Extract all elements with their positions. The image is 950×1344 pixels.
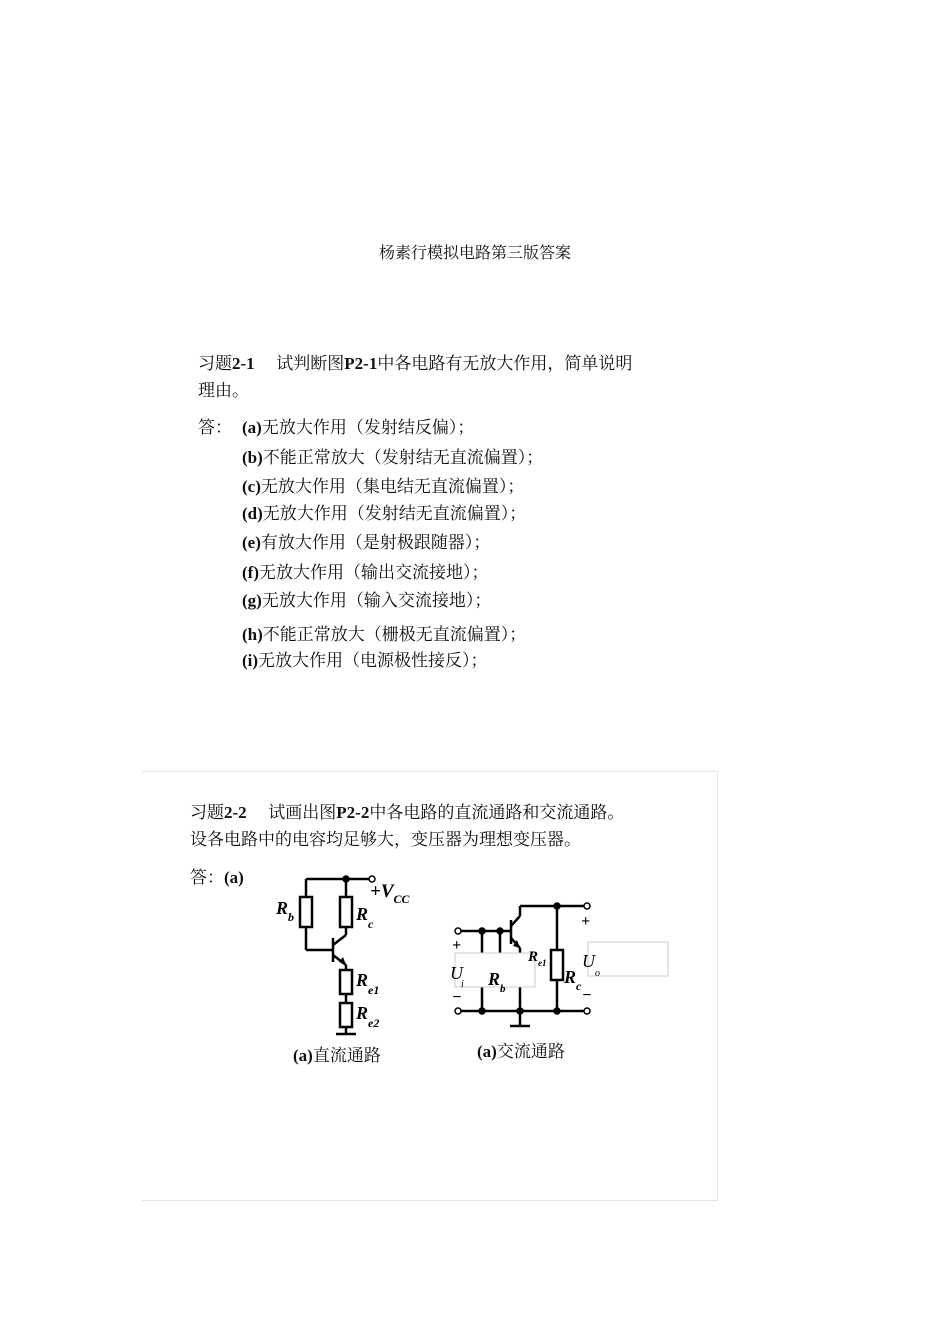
answer-2-2-prefix: 答：(a) (190, 868, 244, 888)
problem-text-post: 中各电路有无放大作用，简单说明 (377, 354, 633, 374)
answer-item-i: (i)无放大作用（电源极性接反）； (242, 651, 488, 671)
ui-label: U i (450, 963, 464, 990)
rb-label: $R_b$ (276, 898, 295, 924)
answer-item-g: (g)无放大作用（输入交流接地）； (242, 591, 492, 611)
uo-label: $U_o$ (582, 951, 600, 979)
vcc-label: $+V_{CC}$ (370, 881, 410, 906)
output-label-box (588, 942, 668, 976)
problem-label: 习题 (198, 354, 232, 374)
ac-circuit-caption: (a)交流通路 (477, 1042, 565, 1062)
problem-2-1-line2: 理由。 (198, 381, 249, 401)
rc-label: $R_c$ (356, 904, 374, 931)
ac-rb-label: $R_b$ (488, 969, 506, 995)
ac-plus-in: + (452, 937, 462, 954)
answer-prefix: 答： (198, 418, 232, 438)
problem-2-2-line1: 习题2-2 试画出图P2-2中各电路的直流通路和交流通路。 (190, 803, 625, 823)
problem-figure-ref: P2-1 (344, 354, 378, 373)
dc-circuit-caption: (a)直流通路 (293, 1046, 381, 1066)
ac-minus-in: − (452, 989, 462, 1006)
document-title: 杨素行模拟电路第三版答案 (378, 243, 571, 262)
re1-label: $R_{e1}$ (356, 970, 380, 997)
answer-item-c: (c)无放大作用（集电结无直流偏置）； (242, 477, 525, 497)
re2-label: $R_{e2}$ (356, 1003, 380, 1030)
answer-item-a: (a)无放大作用（发射结反偏）； (242, 418, 475, 438)
ac-rc-label: $R_c$ (564, 967, 582, 993)
problem-text-pre: 试判断图 (276, 354, 345, 374)
ac-minus-out: − (582, 987, 592, 1004)
ac-re1-label: $R_{e1}$ (528, 949, 547, 968)
problem-number: 2-1 (232, 354, 255, 373)
answer-item-b: (b)不能正常放大（发射结无直流偏置）； (242, 448, 544, 468)
answer-item-e: (e)有放大作用（是射极跟随器）； (242, 533, 491, 553)
answer-item-f: (f)无放大作用（输出交流接地）； (242, 563, 489, 583)
problem-2-2-line2: 设各电路中的电容均足够大，变压器为理想变压器。 (190, 830, 581, 850)
answer-item-d: (d)无放大作用（发射结无直流偏置）； (242, 504, 527, 524)
answer-item-h: (h)不能正常放大（栅极无直流偏置）； (242, 625, 527, 645)
ac-plus-out: + (581, 913, 591, 930)
